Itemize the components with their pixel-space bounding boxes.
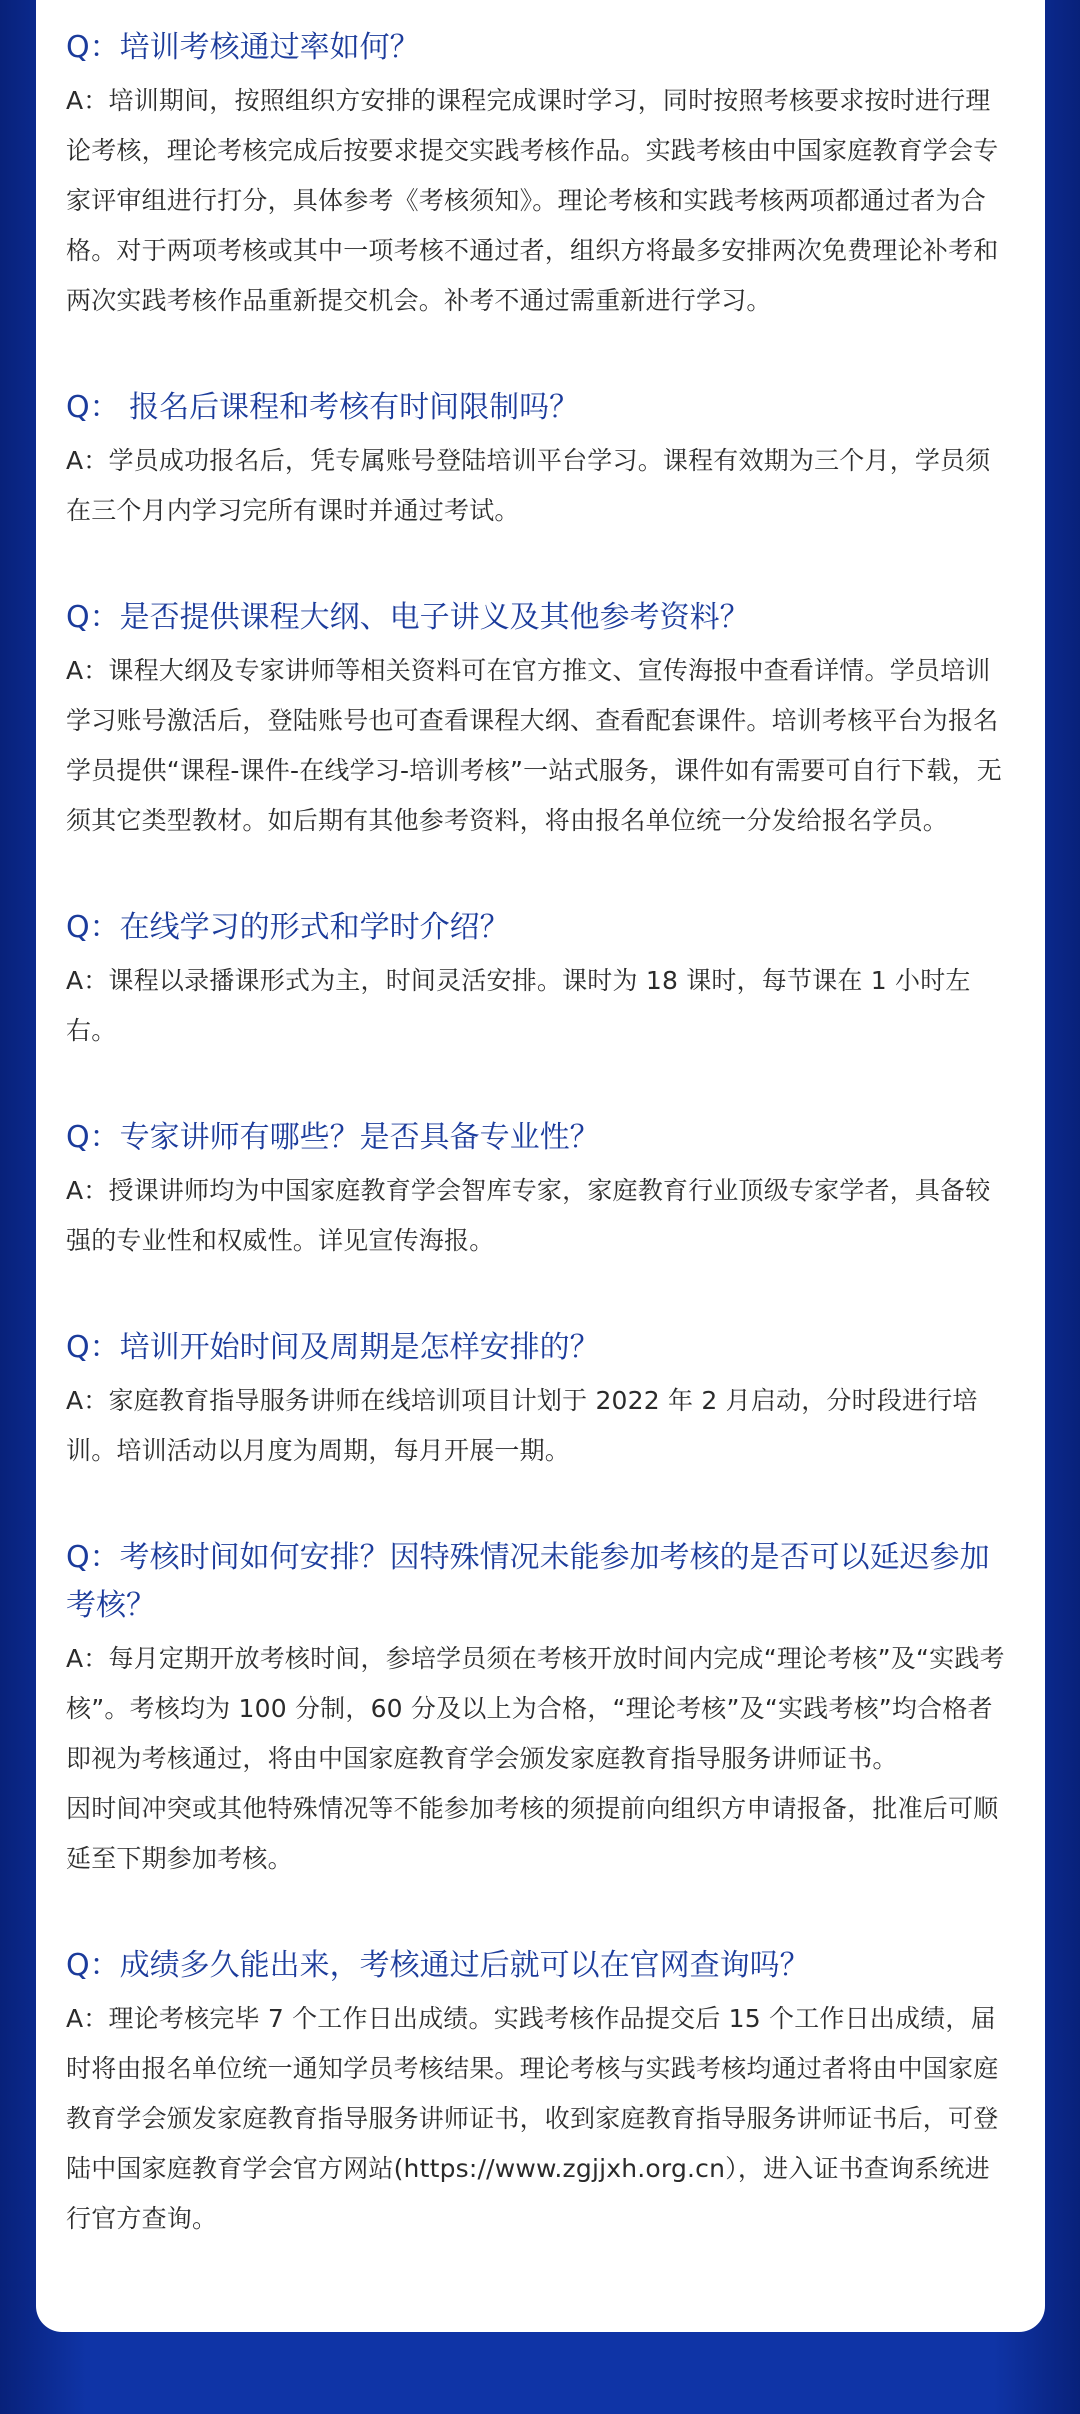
faq-item-pass-rate: [66, 24, 1015, 326]
faq-item-results: [66, 1942, 1015, 2244]
faq-item-exam-time: [66, 1534, 1015, 1884]
faq-question: Q：在线学习的形式和学时介绍？: [66, 910, 510, 945]
faq-list: [66, 24, 1015, 2244]
faq-question: Q： 报名后课程和考核有时间限制吗？: [66, 390, 580, 425]
faq-item-online-format: [66, 904, 1015, 1056]
faq-question: Q：培训考核通过率如何？: [66, 30, 420, 65]
faq-item-schedule: [66, 1324, 1015, 1476]
faq-answer: A：每月定期开放考核时间，参培学员须在考核开放时间内完成“理论考核”及“实践考核”。考核均为 100 分制，60 分及以上为合格，“理论考核”及“实践考核”均合格者即视为考核通过，将由中国家庭教育学会颁发家庭教育指导服务讲师证书。: [66, 1644, 1005, 1773]
faq-item-lecturers: [66, 1114, 1015, 1266]
faq-answer: A：家庭教育指导服务讲师在线培训项目计划于 2022 年 2 月启动，分时段进行培训。培训活动以月度为周期，每月开展一期。: [66, 1386, 978, 1465]
faq-item-time-limit: [66, 384, 1015, 536]
faq-answer: A：培训期间，按照组织方安排的课程完成课时学习，同时按照考核要求按时进行理论考核，理论考核完成后按要求提交实践考核作品。实践考核由中国家庭教育学会专家评审组进行打分，具体参考《考核须知》。理论考核和实践考核两项都通过者为合格。对于两项考核或其中一项考核不通过者，组织方将最多安排两次免费理论补考和两次实践考核作品重新提交机会。补考不通过需重新进行学习。: [66, 86, 999, 315]
faq-question: Q：考核时间如何安排？因特殊情况未能参加考核的是否可以延迟参加考核？: [66, 1540, 990, 1623]
faq-answer: A：授课讲师均为中国家庭教育学会智库专家，家庭教育行业顶级专家学者，具备较强的专业性和权威性。详见宣传海报。: [66, 1176, 991, 1255]
faq-question: Q：培训开始时间及周期是怎样安排的？: [66, 1330, 600, 1365]
faq-answer: A：学员成功报名后，凭专属账号登陆培训平台学习。课程有效期为三个月，学员须在三个月内学习完所有课时并通过考试。: [66, 446, 991, 525]
faq-card: [36, 0, 1045, 2332]
faq-question: Q：成绩多久能出来，考核通过后就可以在官网查询吗？: [66, 1948, 810, 1983]
faq-answer: A：课程以录播课形式为主，时间灵活安排。课时为 18 课时，每节课在 1 小时左右。: [66, 966, 971, 1045]
faq-question: Q：专家讲师有哪些？是否具备专业性？: [66, 1120, 600, 1155]
faq-answer-extra: 因时间冲突或其他特殊情况等不能参加考核的须提前向组织方申请报备，批准后可顺延至下期参加考核。: [66, 1794, 999, 1873]
faq-answer: A：课程大纲及专家讲师等相关资料可在官方推文、宣传海报中查看详情。学员培训学习账号激活后，登陆账号也可查看课程大纲、查看配套课件。培训考核平台为报名学员提供“课程-课件-在线学习-培训考核”一站式服务，课件如有需要可自行下载，无须其它类型教材。如后期有其他参考资料，将由报名单位统一分发给报名学员。: [66, 656, 1002, 835]
faq-question: Q：是否提供课程大纲、电子讲义及其他参考资料？: [66, 600, 750, 635]
faq-item-materials: [66, 594, 1015, 846]
faq-answer: A：理论考核完毕 7 个工作日出成绩。实践考核作品提交后 15 个工作日出成绩，届时将由报名单位统一通知学员考核结果。理论考核与实践考核均通过者将由中国家庭教育学会颁发家庭教育指导服务讲师证书，收到家庭教育指导服务讲师证书后，可登陆中国家庭教育学会官方网站(https://www.zgjjxh.org.cn），进入证书查询系统进行官方查询。: [66, 2004, 999, 2233]
